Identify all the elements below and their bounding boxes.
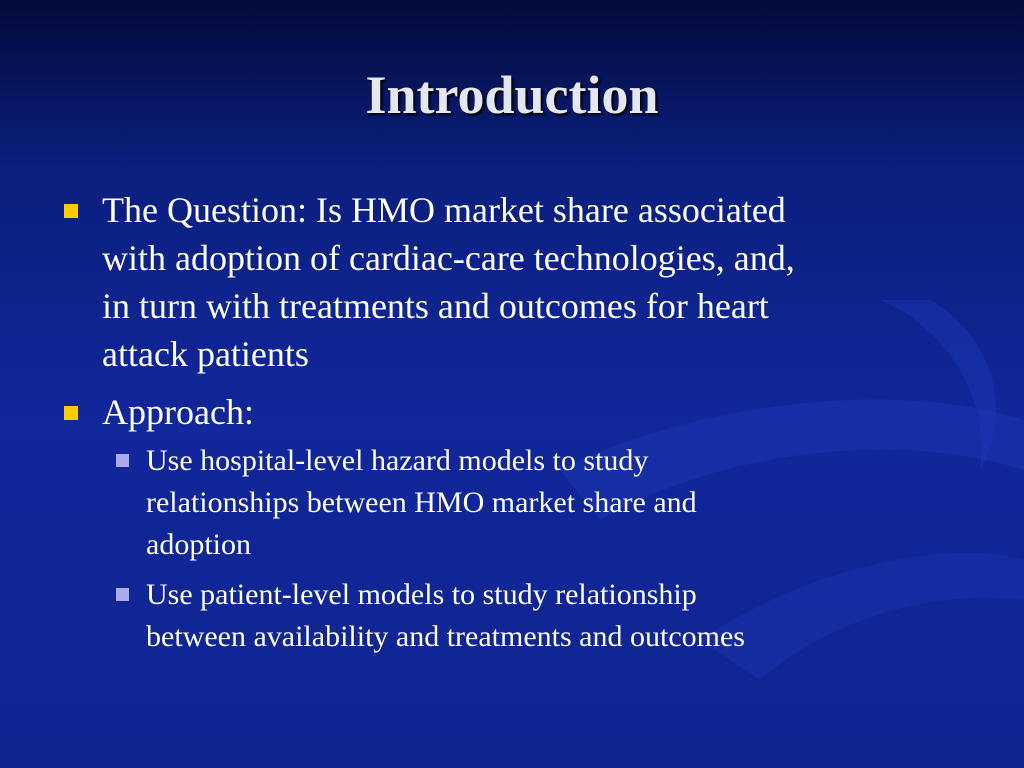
slide-body xyxy=(60,186,980,666)
square-bullet-icon xyxy=(116,588,129,601)
bullet-text-line: attack patients xyxy=(102,334,309,374)
bullet-text-line: with adoption of cardiac-care technologies, and, xyxy=(102,238,795,278)
sub-bullet-hospital-models xyxy=(60,440,980,566)
bullet-question xyxy=(60,186,980,378)
sub-bullet-patient-models xyxy=(60,574,980,658)
sub-bullet-text-line: Use patient-level models to study relationship xyxy=(146,578,697,611)
square-bullet-icon xyxy=(116,454,129,467)
sub-bullet-text-line: relationships between HMO market share and xyxy=(146,486,697,519)
sub-bullet-text-line: adoption xyxy=(146,528,251,561)
slide-title: Introduction xyxy=(365,65,659,125)
bullet-text-line: in turn with treatments and outcomes for heart xyxy=(102,286,769,326)
square-bullet-icon xyxy=(64,204,78,218)
sub-bullet-text-line: Use hospital-level hazard models to study xyxy=(146,444,649,477)
sub-bullet-text-line: between availability and treatments and outcomes xyxy=(146,620,745,653)
bullet-text-line: The Question: Is HMO market share associated xyxy=(102,190,786,230)
square-bullet-icon xyxy=(64,406,78,420)
bullet-approach xyxy=(60,388,980,436)
bullet-text-line: Approach: xyxy=(102,392,254,432)
